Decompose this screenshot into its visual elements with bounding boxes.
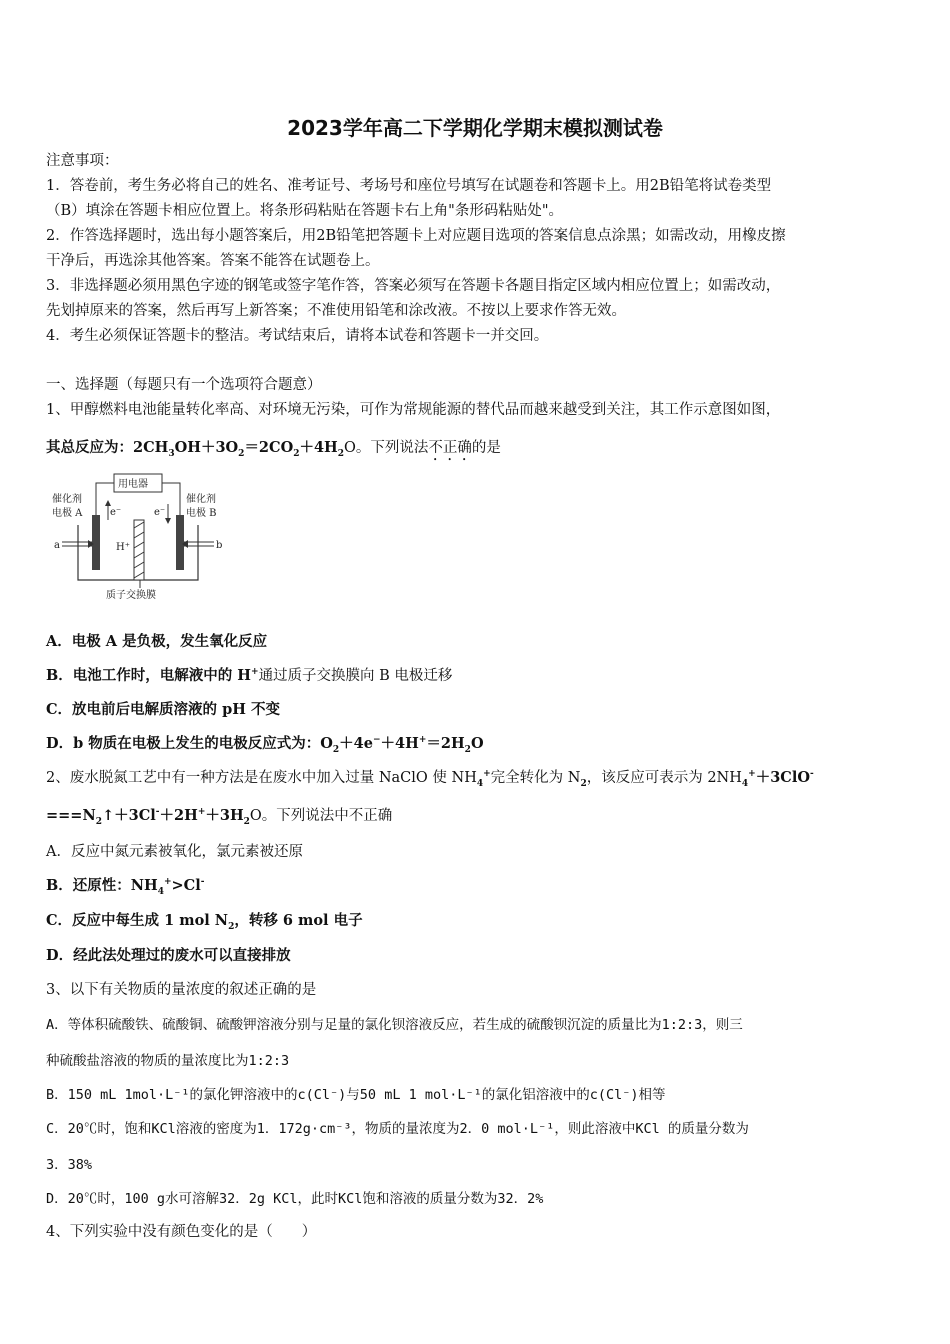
- right-catalyst-label: 催化剂: [186, 494, 216, 505]
- q1-option-b: B．电池工作时，电解液中的 H+通过质子交换膜向 B 电极迁移: [46, 667, 453, 684]
- q1-option-d: D．b 物质在电极上发生的电极反应式为：$O_2+4e^-+4H^+=2H_2O$: [46, 735, 484, 755]
- proton-exchange-membrane: [134, 520, 144, 580]
- electrode-b: [176, 515, 184, 570]
- left-catalyst-label: 催化剂: [52, 494, 82, 505]
- q4-stem: 4、下列实验中没有颜色变化的是（ ）: [46, 1224, 317, 1240]
- q3-option-a-line-1: A．等体积硫酸铁、硫酸铜、硫酸钾溶液分别与足量的氯化钡溶液反应，若生成的硫酸钡沉淀的质量比为1:2:3，则三: [46, 1017, 743, 1033]
- electron-label-left: e⁻: [110, 507, 122, 518]
- proton-label: H⁺: [116, 542, 130, 553]
- q2-option-d: D．经此法处理过的废水可以直接排放: [46, 947, 291, 964]
- electron-label-right: e⁻: [154, 507, 166, 518]
- device-label: 用电器: [118, 479, 148, 490]
- q3-option-b: B．150 mL 1mol·L⁻¹的氯化钾溶液中的c(Cl⁻)与50 mL 1 mol·L⁻¹的氯化铝溶液中的c(Cl⁻)相等: [46, 1087, 666, 1103]
- right-electrode-label: 电极 B: [186, 508, 217, 519]
- notice-line-7: 4．考生必须保证答题卡的整洁。考试结束后，请将本试卷和答题卡一并交回。: [46, 328, 549, 344]
- notice-line-6: 先划掉原来的答案，然后再写上新答案；不准使用铅笔和涂改液。不按以上要求作答无效。: [46, 303, 626, 319]
- q1-option-a: A．电极 A 是负极，发生氧化反应: [46, 633, 268, 650]
- q2-stem-line-2: $===N_2↑+3Cl^-+2H^++3H_2O$。下列说法中不正确: [46, 807, 393, 827]
- left-electrode-label: 电极 A: [52, 508, 83, 519]
- q2-option-a: A．反应中氮元素被氧化，氯元素被还原: [46, 844, 303, 860]
- q3-option-c-line-1: C．20℃时，饱和KCl溶液的密度为1．172g·cm⁻³，物质的量浓度为2．0 mol·L⁻¹，则此溶液中KCl 的质量分数为: [46, 1121, 749, 1137]
- q3-stem: 3、以下有关物质的量浓度的叙述正确的是: [46, 982, 317, 998]
- q1-option-c: C．放电前后电解质溶液的 pH 不变: [46, 701, 280, 718]
- notice-line-3: 2．作答选择题时，选出每小题答案后，用2B铅笔把答题卡上对应题目选项的答案信息点涂黑；如需改动，用橡皮擦: [46, 228, 786, 244]
- membrane-label: 质子交换膜: [106, 590, 156, 601]
- notice-line-4: 干净后，再选涂其他答案。答案不能答在试题卷上。: [46, 253, 380, 269]
- q2-stem-line-1: 2、废水脱氮工艺中有一种方法是在废水中加入过量 NaClO 使 $NH_4^+$完全转化为 $N_2$，该反应可表示为 $2NH_4^++3ClO^-$: [46, 769, 814, 789]
- notice-line-5: 3．非选择题必须用黑色字迹的钢笔或签字笔作答，答案必须写在答题卡各题目指定区域内相应位置上；如需改动，: [46, 278, 781, 294]
- q1-stem-line-2: 其总反应为：$2CH_3OH+3O_2=2CO_2+4H_2O$。下列说法不正确的是: [46, 439, 501, 459]
- page-title: 2023学年高二下学期化学期末模拟测试卷: [287, 116, 663, 140]
- q2-option-c: C．反应中每生成 1 mol $N_2$，转移 6 mol 电子: [46, 912, 363, 932]
- q3-option-c-line-2: 3．38%: [46, 1157, 93, 1173]
- emphasis-not-correct: 不正确: [428, 440, 472, 456]
- q1-stem-line-1: 1、甲醇燃料电池能量转化率高、对环境无污染，可作为常规能源的替代品而越来越受到关注，其工作示意图如图，: [46, 402, 781, 418]
- electrode-a: [92, 515, 100, 570]
- q2-option-b: B．还原性：$NH_4^+>Cl^-$: [46, 877, 205, 897]
- notice-line-1: 1．答卷前，考生务必将自己的姓名、准考证号、考场号和座位号填写在试题卷和答题卡上。用2B铅笔将试卷类型: [46, 178, 772, 194]
- q3-option-a-line-2: 种硫酸盐溶液的物质的量浓度比为1:2:3: [46, 1053, 290, 1069]
- inlet-a-label: a: [54, 540, 60, 551]
- fuel-cell-diagram: [48, 470, 228, 605]
- notice-heading: 注意事项：: [46, 153, 119, 169]
- section-heading: 一、选择题（每题只有一个选项符合题意）: [46, 377, 322, 393]
- inlet-b-label: b: [216, 540, 223, 551]
- notice-line-2: （B）填涂在答题卡相应位置上。将条形码粘贴在答题卡右上角"条形码粘贴处"。: [46, 203, 563, 219]
- q3-option-d: D．20℃时，100 g水可溶解32．2g KCl，此时KCl饱和溶液的质量分数为32．2%: [46, 1191, 544, 1207]
